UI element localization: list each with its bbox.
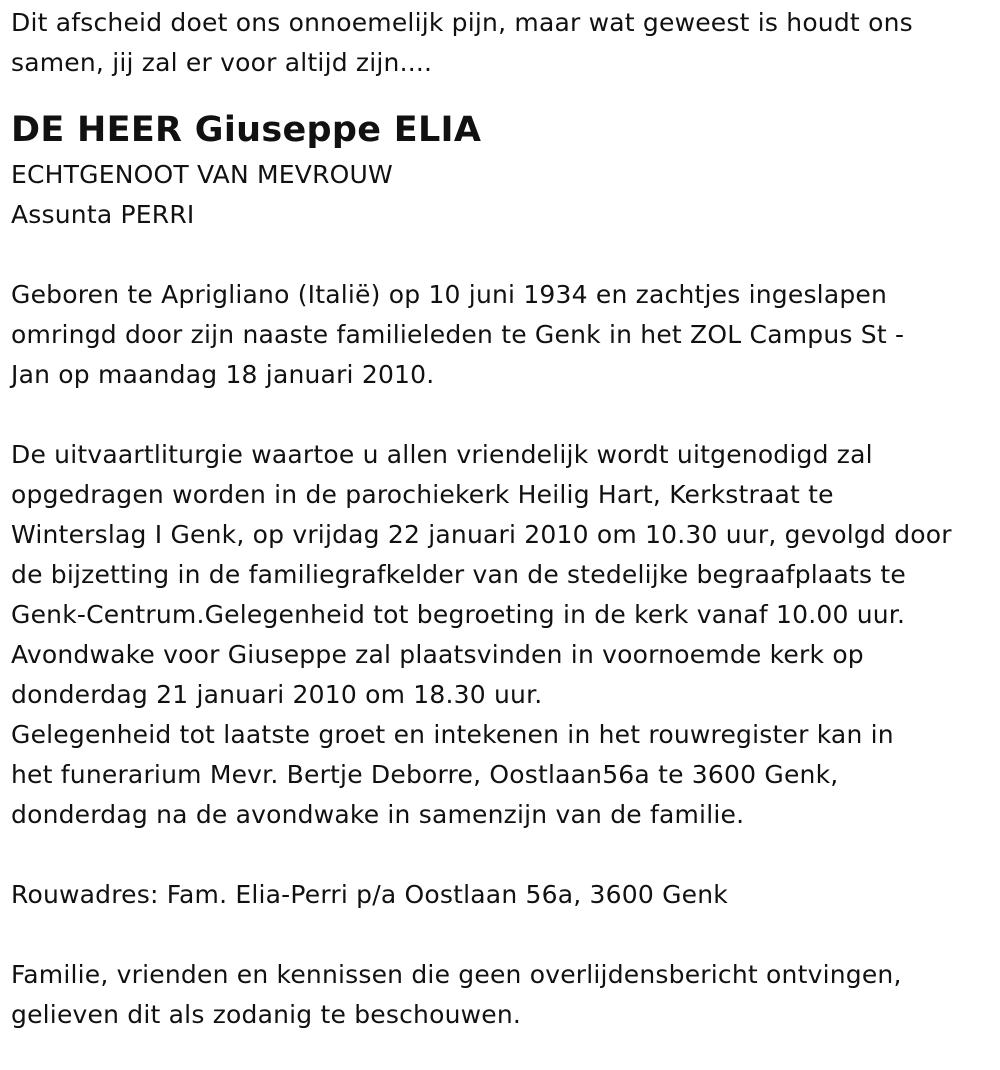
birth-death-line: omringd door zijn naaste familieleden te Genk in het ZOL Campus St - [11, 320, 905, 349]
opening-line: samen, jij zal er voor altijd zijn.... [11, 48, 433, 77]
ceremony-line: Genk-Centrum.Gelegenheid tot begroeting in de kerk vanaf 10.00 uur. [11, 600, 906, 629]
opening-line: Dit afscheid doet ons onnoemelijk pijn, maar wat geweest is houdt ons [11, 8, 913, 37]
ceremony-line: de bijzetting in de familiegrafkelder van de stedelijke begraafplaats te [11, 560, 906, 589]
birth-death-line: Jan op maandag 18 januari 2010. [11, 360, 435, 389]
birth-death-line: Geboren te Aprigliano (Italië) op 10 juni 1934 en zachtjes ingeslapen [11, 280, 888, 309]
ceremony-line: het funerarium Mevr. Bertje Deborre, Oostlaan56a te 3600 Genk, [11, 760, 839, 789]
ceremony-line: Winterslag I Genk, op vrijdag 22 januari 2010 om 10.30 uur, gevolgd door [11, 520, 952, 549]
opening-verse [11, 3, 986, 83]
ceremony-line: Gelegenheid tot laatste groet en intekenen in het rouwregister kan in [11, 720, 894, 749]
closing-line: gelieven dit als zodanig te beschouwen. [11, 1000, 522, 1029]
ceremony-line: donderdag 21 januari 2010 om 18.30 uur. [11, 680, 543, 709]
ceremony-line: Avondwake voor Giuseppe zal plaatsvinden in voornoemde kerk op [11, 640, 864, 669]
ceremony-line: opgedragen worden in de parochiekerk Heilig Hart, Kerkstraat te [11, 480, 834, 509]
ceremony-line: donderdag na de avondwake in samenzijn van de familie. [11, 800, 745, 829]
relation-label: ECHTGENOOT VAN MEVROUW [11, 160, 393, 189]
closing-paragraph [11, 955, 986, 1035]
mourning-address [11, 875, 986, 915]
ceremony-paragraph [11, 435, 986, 835]
birth-death-paragraph [11, 275, 986, 395]
spouse-name: Assunta PERRI [11, 200, 195, 229]
deceased-name: DE HEER Giuseppe ELIA [11, 110, 482, 150]
relation-block [11, 155, 986, 235]
ceremony-line: De uitvaartliturgie waartoe u allen vriendelijk wordt uitgenodigd zal [11, 440, 873, 469]
mourning-address-line: Rouwadres: Fam. Elia-Perri p/a Oostlaan 56a, 3600 Genk [11, 880, 728, 909]
closing-line: Familie, vrienden en kennissen die geen overlijdensbericht ontvingen, [11, 960, 902, 989]
